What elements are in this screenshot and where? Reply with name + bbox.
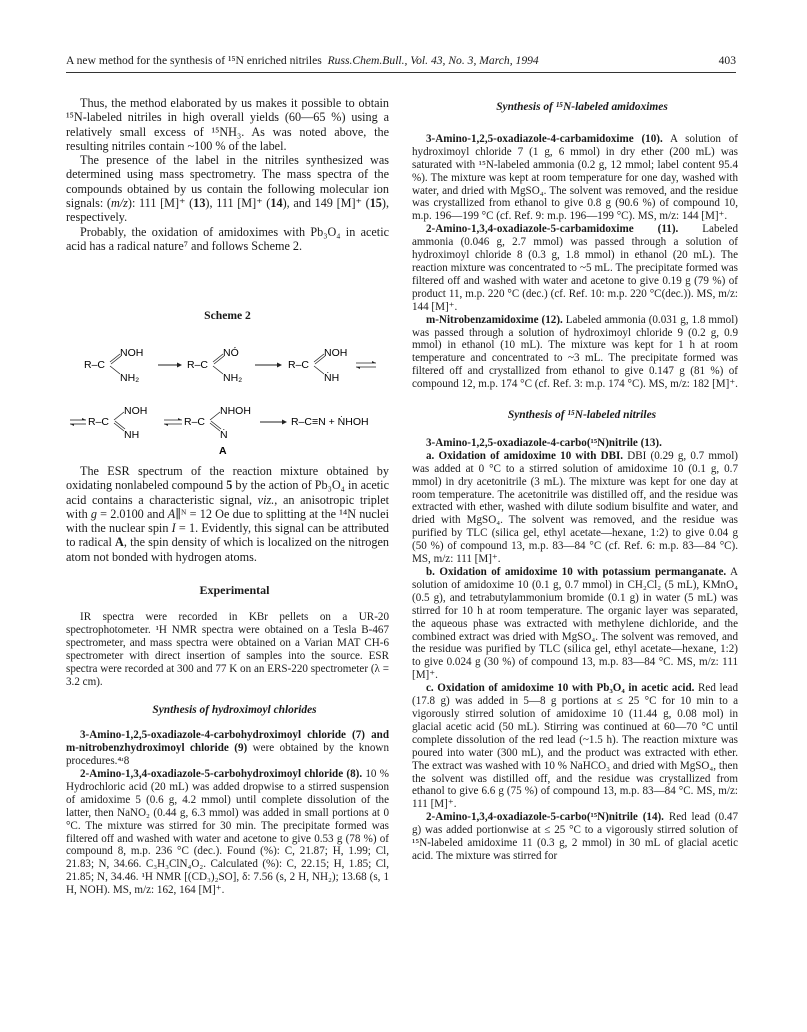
radical-A-structure: [184, 405, 251, 456]
svg-text:R–C: R–C: [288, 359, 310, 371]
equilibrium-arrow-2: [70, 418, 86, 426]
paragraph-compound-12: m-Nitrobenzamidoxime (12). Labeled ammonia (0.031 g, 1.8 mmol) was passed through a solution of hydroximoyl chloride 9 (0.2 g, 0.9 mmol) in ethanol (10 mL). The mixture was kept for 1 h at room temperature and concentrated to ~3 mL. The precipitate formed was filtered off and crystallized from ethanol to give 0.147 g (81 %) of compound 12, m.p. 174 °C (cf. Ref. 3: m.p. 174 °C). MS, m/z: 182 [M]⁺.: [412, 313, 739, 391]
amidoxime-structure: [84, 347, 143, 384]
esr-text: [66, 464, 389, 564]
paragraph-instruments: IR spectra were recorded in KBr pellets on a UR-20 spectrophotometer. ¹H NMR spectra were obtained on a Tesla B-467 spectrometer, and mass spectra were obtained on a Varian MAT CH-6 spectrometer with direct insertion of samples into the source. ESR spectra were recorded at 300 and 77 K on an ERS-220 spectrometer (λ = 3.2 cm).: [66, 610, 389, 688]
svg-text:R–C: R–C: [84, 359, 106, 371]
svg-text:R–C: R–C: [184, 416, 206, 428]
paragraph-mass-spectra: The presence of the label in the nitriles synthesized was determined using mass spectrometry. The mass spectra of the compounds obtained by us contain the following molecular ion signals: (m/z): 111 [M]⁺ (13), 111 [M]⁺ (14), and 149 [M]⁺ (15), respectively.: [66, 153, 389, 225]
paragraph-compound-8: 2-Amino-1,3,4-oxadiazole-5-carbohydroximoyl chloride (8). 10 % Hydrochloric acid (20 mL) was added dropwise to a stirred suspension of amidoxime 5 (0.6 g, 4.2 mmol) until complete dissolution of the latter, then NaNO₂ (0.44 g, 6.3 mmol) was added in small portions at 0 °C. The mixture was stirred for 30 min. The precipitate formed was filtered off and washed with water and acetone to give 0.53 g (78 %) of compound 8, m.p. 236 °C (dec.). Found (%): C, 21.87; H, 1.99; Cl, 21.83; N, 34.66. C₃H₃ClN₄O₂. Calculated (%): C, 22.15; H, 1.85; Cl, 21.85; N, 34.46. ¹H NMR [(CD₃)₂SO], δ: 7.56 (s, 2 H, NH₂); 13.68 (s, 1 H, NOH). MS, m/z: 162, 164 [M]⁺.: [66, 768, 389, 897]
header-rule: [66, 72, 736, 73]
left-column-bottom: [66, 464, 389, 897]
nitrile-product: R–C≡N + ṄHOH: [291, 416, 369, 428]
running-header: [66, 51, 736, 71]
journal-citation: Russ.Chem.Bull., Vol. 43, No. 3, March, 1994: [327, 54, 539, 67]
svg-text:NH₂: NH₂: [223, 372, 243, 384]
scheme-title: Scheme 2: [204, 309, 251, 322]
scheme-2-diagram: [66, 326, 389, 456]
experimental-heading: Experimental: [199, 583, 270, 598]
svg-text:R–C: R–C: [88, 416, 110, 428]
arrow-1: [158, 363, 182, 368]
arrow-2: [255, 363, 282, 368]
page-number: 403: [718, 54, 736, 67]
running-title: A new method for the synthesis of ¹⁵N enriched nitriles Russ.Chem.Bull., Vol. 43, No. 3, March, 1994: [66, 54, 539, 67]
paragraph-compound-10: 3-Amino-1,2,5-oxadiazole-4-carbamidoxime (10). A solution of hydroximoyl chloride 7 (1 g, 6 mmol) in dry ether (200 mL) was saturated with ¹⁵N-labeled ammonia (0.2 g, 12 mmol; label content 95.4 %). The mixture was kept at room temperature for one day, washed with water, and dried with MgSO₄. The solvent was removed, and the residue was crystallized from ethanol to give 0.8 g (90.6 %) of compound 10, m.p. 196—199 °C (cf. Ref. 9: m.p. 196—199 °C). MS, m/z: 144 [M]⁺.: [412, 132, 738, 223]
nitriles-heading: Synthesis of ¹⁵N-labeled nitriles: [507, 409, 657, 422]
paragraph-method-c: c. Oxidation of amidoxime 10 with Pb₃O₄ in acetic acid. Red lead (17.8 g) was added in 5—8 g portions at ≤ 25 °C for 10 min to a vigorously stirred solution of amidoxime 10 (11.44 g, 0.08 mol) in glacial acetic acid (50 mL). Stirring was continued at 60—70 °C until complete dissolution of the red lead (~1.5 h). The reaction mixture was poured into water (300 mL), and the product was extracted with ether. The extract was washed with 10 % NaHCO₃ and dried with MgSO₄, then the solvent was distilled off, and the residue was crystallized from ethanol to give 6.6 g (75 %) of compound 13, m.p. 83—84 °C. MS, m/z: 111 [M]⁺.: [412, 682, 738, 811]
paragraph-method-b: b. Oxidation of amidoxime 10 with potassium permanganate. A solution of amidoxime 10 (0.1 g, 0.7 mmol) in CH₂Cl₂ (5 mL), KMnO₄ (0.5 g), and tetrabutylammonium bromide (0.1 g) in water (5 mL) was stirred for 10 h at room temperature. The organic layer was separated, the aqueous phase was extracted with methylene dichloride, and the combined extract was dried with MgSO₄. The solvent was removed, and the residue was purified by TLC (silica gel, ethyl acetate—hexane, 1:2) to give 0.024 g (30 %) of compound 13, m.p. 83—84 °C. MS, m/z: 111 [M]⁺.: [412, 566, 738, 682]
svg-text:NOH: NOH: [120, 347, 144, 359]
right-column: [412, 101, 738, 863]
scheme-2: [66, 296, 389, 456]
svg-text:ṄH: ṄH: [324, 372, 340, 384]
paragraph-compounds-7-9: 3-Amino-1,2,5-oxadiazole-4-carbohydroximoyl chloride (7) and m-nitrobenzhydroximoyl chloride (9) were obtained by the known procedures.⁴ʴ8: [66, 729, 389, 768]
svg-text:NHOH: NHOH: [220, 405, 251, 417]
paragraph-radical-nature: Probably, the oxidation of amidoximes with Pb₃O₄ in acetic acid has a radical nature⁷ and follows Scheme 2.: [66, 224, 389, 253]
left-column-top: [66, 96, 389, 253]
paragraph-compound-11: 2-Amino-1,3,4-oxadiazole-5-carbamidoxime (11). Labeled ammonia (0.046 g, 2.7 mmol) was passed through a solution of hydroximoyl chloride 8 (0.3 g, 1.8 mmol) in ethanol (20 mL). The reaction mixture was concentrated to ~5 mL. The precipitate formed was filtered off and washed with water and acetone to give 0.19 g (79 %) of product 11, m.p. 220 °C (dec.) (cf. Ref. 10: m.p. 220 °C(dec.)). MS, m/z: 144 [M]⁺.: [412, 223, 738, 313]
svg-text:NOH: NOH: [124, 405, 148, 417]
paragraph-yield: Thus, the method elaborated by us makes it possible to obtain ¹⁵N-labeled nitriles in high overall yields (60—65 %) using a relatively small excess of ¹⁵NH₃. As was noted above, the resulting nitriles contain ~100 % of the label.: [66, 96, 389, 153]
paragraph-compound-13-title: 3-Amino-1,2,5-oxadiazole-4-carbo(¹⁵N)nitrile (13).: [426, 436, 662, 449]
hydroximoyl-heading: Synthesis of hydroximoyl chlorides: [152, 704, 317, 717]
amidoximes-heading: Synthesis of ¹⁵N-labeled amidoximes: [496, 101, 668, 113]
svg-text:NOH: NOH: [324, 347, 348, 359]
equilibrium-arrow-1: [356, 361, 376, 369]
svg-text:NH: NH: [124, 429, 140, 441]
svg-text:R–C: R–C: [187, 359, 209, 371]
svg-text:NÓ: NÓ: [223, 347, 239, 359]
arrow-3: [260, 420, 287, 425]
aminyl-radical-structure: [288, 347, 347, 384]
svg-text:Ṅ: Ṅ: [220, 429, 228, 441]
equilibrium-arrow-3: [164, 418, 182, 426]
nitroxide-radical-structure: [187, 346, 242, 384]
radical-A-label: A: [219, 445, 227, 456]
intro-text: [66, 96, 389, 253]
svg-text:NH₂: NH₂: [120, 372, 140, 384]
paragraph-method-a: a. Oxidation of amidoxime 10 with DBI. DBI (0.29 g, 0.7 mmol) was added at 0 °C to a stirred solution of amidoxime 10 (0.1 g, 0.7 mmol) in dry acetonitrile (3 mL). The mixture was kept for one day at room temperature. The acetonitrile was distilled off, and the residue was extracted with ether, washed with dilute sodium bisulfite and water, and dried with MgSO₄. The solvent was removed, and the residue was purified by TLC (silica gel, ethyl acetate—hexane, 1:2) to give 0.04 g (50 %) of compound 13, m.p. 83—84 °C (cf. Ref. 6: m.p. 83—84 °C). MS, m/z: 111 [M]⁺.: [412, 449, 738, 566]
paragraph-compound-14: 2-Amino-1,3,4-oxadiazole-5-carbo(¹⁵N)nitrile (14). Red lead (0.47 g) was added portionwise at ≤ 25 °C to a vigorously stirred solution of ¹⁵N-labeled amidoxime 11 (0.3 g, 2 mmol) in 30 mL of glacial acetic acid. The mixture was stirred for: [412, 811, 739, 862]
paragraph-esr: The ESR spectrum of the reaction mixture obtained by oxidating nonlabeled compound 5 by the action of Pb₃O₄ in acetic acid contains a characteristic signal, viz., an anisotropic triplet with g = 2.0100 and A∥ᴺ = 12 Oe due to splitting at the ¹⁴N nuclei with the nuclear spin I = 1. Evidently, this signal can be attributed to radical A, the spin density of which is localized on the nitrogen atom not bonded with hydrogen atoms.: [66, 464, 390, 564]
tautomer-structure: [88, 405, 147, 441]
